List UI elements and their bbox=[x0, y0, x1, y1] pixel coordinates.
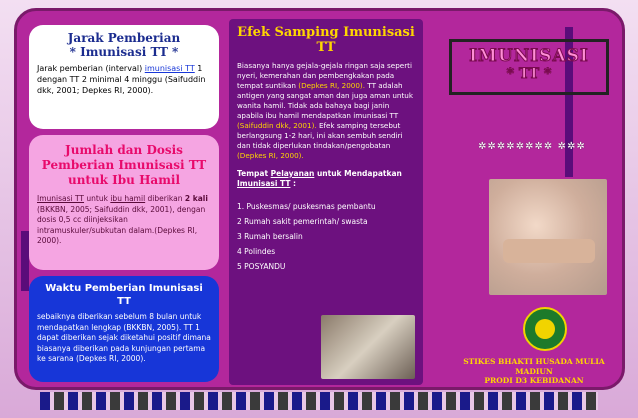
card2-text: Imunisasi TT untuk ibu hamil diberikan 2 kali (BKKBN, 2005; Saifuddin dkk, 2001), dengan dosis 0,5 cc diinjeksikan intramuskuler/subkutan dalam.(Depkes RI, 2000). bbox=[37, 194, 208, 245]
card-jarak-pemberian bbox=[29, 25, 219, 129]
card1-link: imunisasi TT bbox=[144, 64, 195, 73]
card1-title: Jarak Pemberian * Imunisasi TT * bbox=[67, 31, 181, 59]
main-title: IMUNISASI bbox=[469, 46, 589, 66]
left-decor-bar bbox=[21, 231, 29, 291]
support-belt-image bbox=[503, 239, 595, 263]
list-item: 4 Polindes bbox=[237, 247, 276, 256]
list-item: 1. Puskesmas/ puskesmas pembantu bbox=[237, 202, 376, 211]
list-item: 3 Rumah bersalin bbox=[237, 232, 303, 241]
places-title: Tempat Pelayanan untuk Mendapatkan Imunisasi TT : bbox=[237, 169, 402, 188]
bottom-pattern-strip bbox=[40, 392, 598, 410]
main-subtitle: * TT * bbox=[506, 66, 552, 82]
card-waktu-pemberian bbox=[29, 276, 219, 382]
card2-title: Jumlah dan Dosis Pemberian Imunisasi TT untuk Ibu Hamil bbox=[41, 143, 207, 187]
card3-title: Waktu Pemberian Imunisasi TT bbox=[45, 283, 203, 307]
main-title-box bbox=[449, 39, 609, 95]
list-item: 2 Rumah sakit pemerintah/ swasta bbox=[237, 217, 368, 226]
vaccination-photo bbox=[321, 315, 415, 379]
places-list bbox=[237, 199, 415, 274]
middle-panel bbox=[229, 19, 423, 385]
institution-logo bbox=[523, 307, 567, 351]
list-item: 5 POSYANDU bbox=[237, 262, 286, 271]
card3-text: sebaiknya diberikan sebelum 8 bulan untuk mendapatkan lengkap (BKKBN, 2005). TT 1 dapat diberikan sejak diketahui positif dimana biasanya diberikan pada kunjungan pertama ke sarana (Depkes RI, 2000). bbox=[37, 312, 211, 363]
pregnant-woman-photo bbox=[489, 179, 607, 295]
leaflet-panel bbox=[14, 8, 625, 390]
card-jumlah-dosis bbox=[29, 135, 219, 270]
institution-text: STIKES BHAKTI HUSADA MULIA MADIUN PRODI D3 KEBIDANAN 2013 bbox=[463, 357, 605, 390]
card1-text: Jarak pemberian (interval) imunisasi TT 1 dengan TT 2 minimal 4 minggu (Saifuddin dkk, 2001; Depkes RI, 2000). bbox=[37, 64, 206, 95]
stars-decoration: ✲✲✲✲✲✲✲✲ ✲✲✲ bbox=[478, 141, 586, 152]
middle-paragraph: Biasanya hanya gejala-gejala ringan saja seperti nyeri, kemerahan dan pembengkakan pada tempat suntikan (Depkes RI, 2000). TT adalah antigen yang sangat aman dan juga aman untuk wanita hamil. Tidak ada bahaya bagi janin apabila ibu hamil mendapatkan imunisasi TT (Saifuddin dkk, 2001). Efek samping tersebut berlangsung 1-2 hari, ini akan sembuh sendiri dan tidak diperlukan tindakan/pengobatan (Depkes RI, 2000). bbox=[237, 61, 413, 160]
middle-title: Efek Samping Imunisasi TT bbox=[237, 25, 415, 55]
